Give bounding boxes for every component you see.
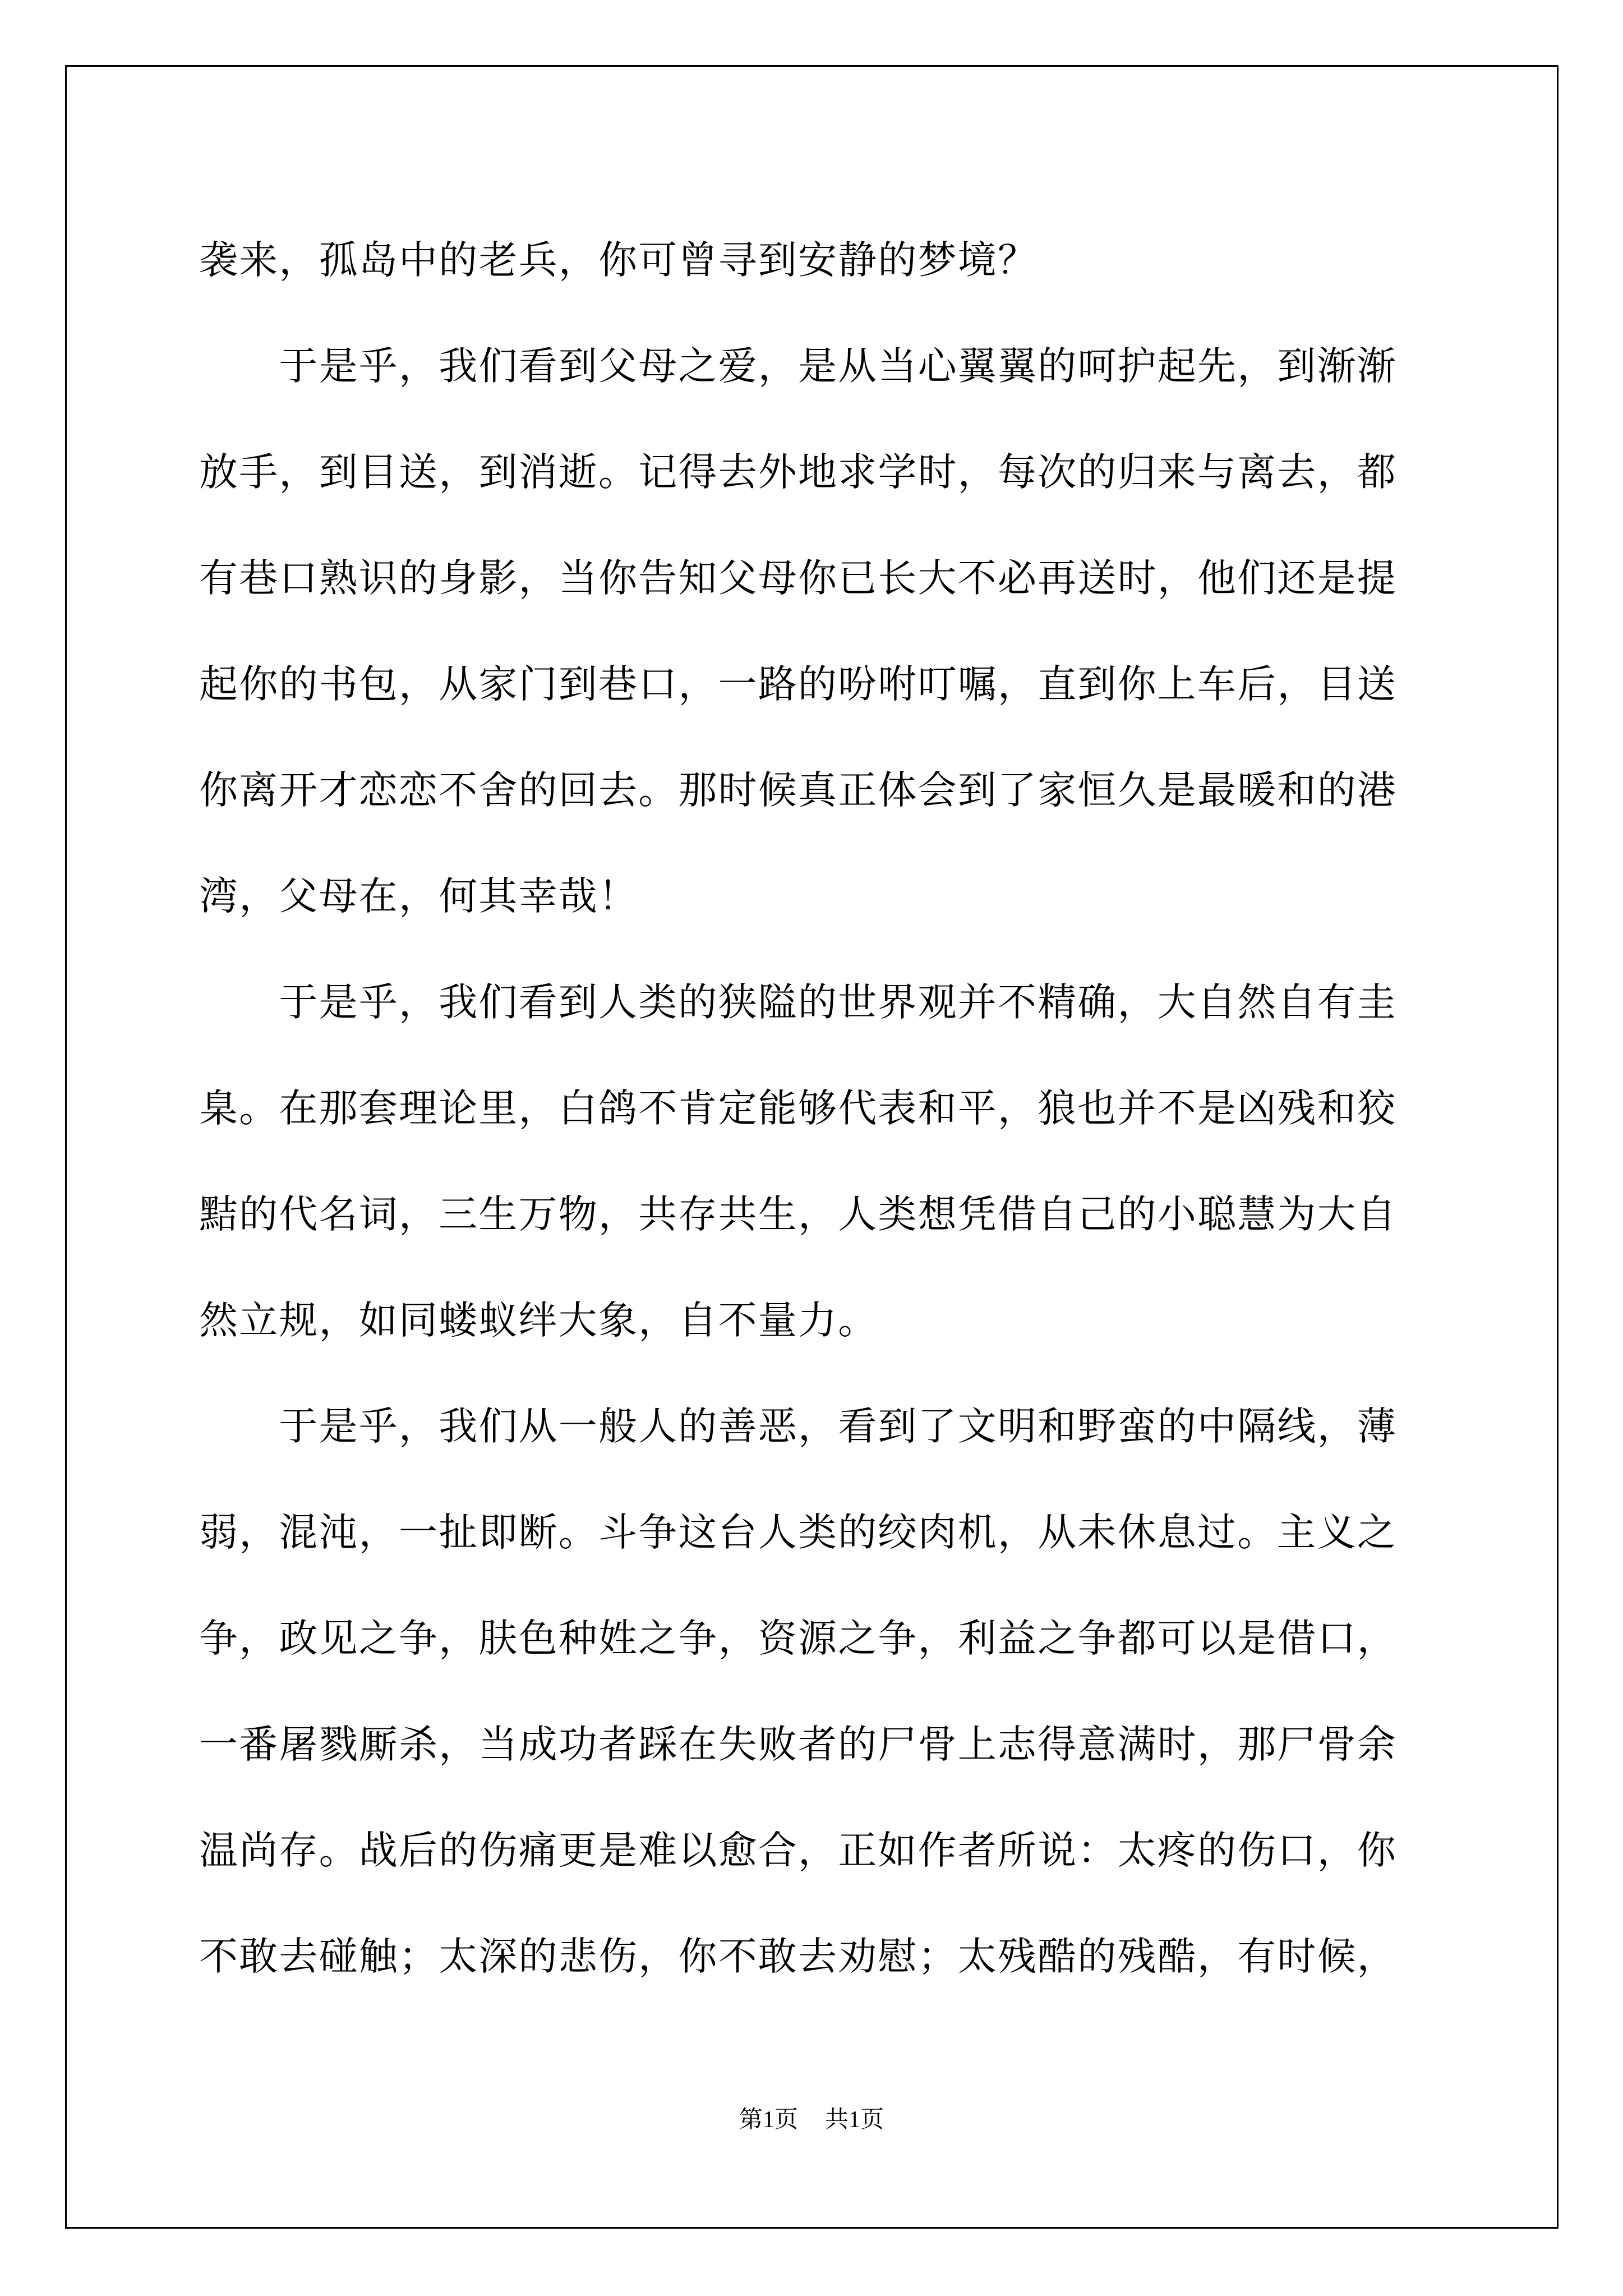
text-line: 臬。在那套理论里，白鸽不肯定能够代表和平，狼也并不是凶残和狡 [199, 1086, 1397, 1131]
text-line: 争，政见之争，肤色种姓之争，资源之争，利益之争都可以是借口， [199, 1616, 1397, 1661]
text-line: 袭来，孤岛中的老兵，你可曾寻到安静的梦境？ [199, 238, 1038, 283]
text-line: 有巷口熟识的身影，当你告知父母你已长大不必再送时，他们还是提 [199, 556, 1397, 601]
document-body [199, 208, 1433, 2010]
page-footer [0, 2101, 1623, 2134]
page-number: 第1页 [739, 2107, 798, 2133]
page-total: 共1页 [825, 2107, 884, 2133]
text-line: 湾，父母在，何其幸哉！ [199, 874, 639, 919]
text-line: 然立规，如同蝼蚁绊大象，自不量力。 [199, 1298, 878, 1343]
text-line: 不敢去碰触；太深的悲伤，你不敢去劝慰；太残酷的残酷，有时候， [199, 1934, 1397, 1979]
text-line: 于是乎，我们看到人类的狭隘的世界观并不精确，大自然自有圭 [199, 980, 1397, 1025]
text-line: 温尚存。战后的伤痛更是难以愈合，正如作者所说：太疼的伤口，你 [199, 1828, 1397, 1873]
text-line: 弱，混沌，一扯即断。斗争这台人类的绞肉机，从未休息过。主义之 [199, 1510, 1397, 1555]
text-line: 你离开才恋恋不舍的回去。那时候真正体会到了家恒久是最暖和的港 [199, 768, 1397, 813]
text-line: 起你的书包，从家门到巷口，一路的吩咐叮嘱，直到你上车后，目送 [199, 662, 1397, 707]
text-line: 于是乎，我们看到父母之爱，是从当心翼翼的呵护起先，到渐渐 [199, 344, 1397, 389]
text-line: 黠的代名词，三生万物，共存共生，人类想凭借自己的小聪慧为大自 [199, 1192, 1397, 1237]
text-line: 放手，到目送，到消逝。记得去外地求学时，每次的归来与离去，都 [199, 450, 1397, 495]
text-line: 一番屠戮厮杀，当成功者踩在失败者的尸骨上志得意满时，那尸骨余 [199, 1722, 1397, 1767]
text-line: 于是乎，我们从一般人的善恶，看到了文明和野蛮的中隔线，薄 [199, 1404, 1397, 1449]
